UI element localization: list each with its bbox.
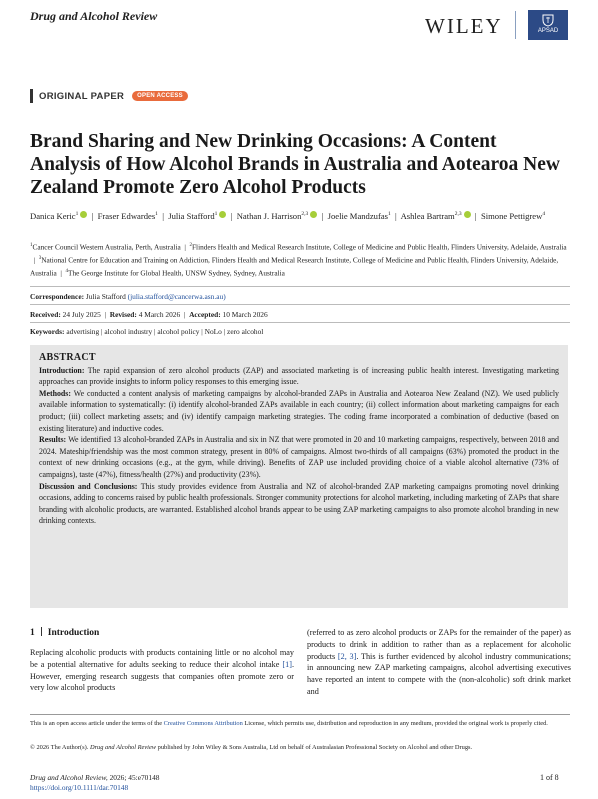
author[interactable] [328,211,391,221]
abstract-label: Discussion and Conclusions: [39,481,138,491]
author-name: Fraser Edwardes [97,210,156,221]
author-name: Nathan J. Harrison [236,210,302,221]
abstract-text: We identified 13 alcohol-branded ZAPs in Australia and six in NZ that were promoted in 20 and 10 marketing campaigns, respectively, between 2018 and 2024. Mateship/friendship was the most common strategy, present in 80% of campaigns. Almost two-thirds of all campaigns (63%) promoted the product in the context of new drinking occasions (e.g., at the gym, while driving). Benefits of ZAP use included providing choice of a viable alcohol alternative (73% of campaigns), taste (47%), fitness/health (27%) and productivity (23%). [39,435,559,479]
body-column-right [307,627,571,698]
author[interactable] [481,211,545,221]
journal-name: Drug and Alcohol Review [30,9,158,23]
body-text: . This is further evidenced by alcohol industry communications; in announcing new ZAP marketing campaigns, alcohol advertising executives have reported an intent to compete with the (non-alcoholic) soft drink market and [307,651,572,696]
received-label: Received: [30,310,61,319]
body-text: (referred to as zero alcohol products or ZAPs for the remainder of the paper) as products to drink in addition to rather than as a replacement for alcoholic products [307,628,571,661]
author[interactable] [30,211,87,221]
correspondence [30,292,226,301]
abstract-discussion [39,481,559,527]
orcid-icon[interactable] [464,211,471,218]
license-note [30,719,570,728]
author-separator: | [390,210,401,221]
abstract-heading: ABSTRACT [39,352,96,363]
copyright-text: © 2026 The Author(s). [30,744,90,751]
divider [30,286,570,287]
accepted-label: Accepted: [189,310,221,319]
affiliations [30,240,570,279]
author-separator: | [317,210,328,221]
correspondence-label: Correspondence: [30,292,85,301]
affiliation-mark: 4 [65,268,69,274]
author-affiliation-mark: 1 [75,211,79,217]
author-affiliation-mark: 2,3 [301,211,309,217]
page-number: 1 of 8 [540,773,559,782]
copyright-journal: Drug and Alcohol Review [89,744,157,751]
copyright-text: published by John Wiley & Sons Australia, Ltd on behalf of Australasian Professional Society on Alcohol and other Drugs. [156,744,473,751]
divider [30,304,570,305]
received-date: 24 July 2025 [62,310,101,319]
section-title: Introduction [47,628,100,638]
author[interactable] [237,211,318,221]
author-name: Simone Pettigrew [480,210,543,221]
affiliation-mark: 2 [189,243,192,248]
date-separator: | [102,310,108,319]
abstract-methods [39,388,559,434]
author-separator: | [87,210,98,221]
keywords-label: Keywords: [30,327,65,336]
article-type: ORIGINAL PAPER [39,90,125,102]
crest-icon [541,13,555,27]
citation-line [30,773,159,783]
affiliation-separator: | [56,268,66,278]
affiliation-text: Cancer Council Western Australia, Perth, Australia [32,242,181,252]
doi-link[interactable]: https://doi.org/10.1111/dar.70148 [30,783,129,792]
affiliation-text: Flinders Health and Medical Research Institute, College of Medicine and Public Health, Flinders University, Adelaide, Australia [192,242,567,252]
affiliation-mark: 1 [30,243,33,248]
society-logo[interactable] [528,10,568,40]
society-logo-text: APSAD [537,28,559,34]
author[interactable] [401,211,471,221]
abstract-text: This study provides evidence from Australia and NZ of alcohol-branded ZAP marketing campaigns promoting novel drinking occasions, adding to concerns raised by public health professionals. Stronger community protections for alcohol marketing, including marketing of ZAPs that share branding with alcoholic products, are warranted. Established alcohol brands appear to be using ZAP marketing campaigns to also promote alcohol branding in new drinking contexts. [39,481,559,526]
abstract-text: The rapid expansion of zero alcohol products (ZAP) and associated marketing is of increasing public health interest. Investigating marketing approaches can provide insights to inform policy responses to this emerging issue. [39,365,559,387]
author-affiliation-mark: 4 [542,211,546,217]
affiliation-separator: | [30,255,39,265]
author-affiliation-mark: 1 [387,211,391,217]
divider [30,322,570,323]
accepted-date: 10 March 2026 [222,310,268,319]
author-name: Ashlea Bartram [400,210,455,221]
publisher-logo[interactable]: WILEY [425,14,503,38]
author-separator: | [226,210,237,221]
keywords [30,327,263,336]
affiliation-text: National Centre for Education and Training on Addiction, Flinders Health and Medical Research Institute, College of Medicine and Public Health, Flinders University, Adelaide, Australia [30,255,559,278]
body-column-left [30,647,294,694]
body-text: . However, emerging research suggests that companies often promote zero or very low alcohol products [30,659,294,693]
dates [30,310,268,319]
abstract-results [39,434,559,480]
article-title: Brand Sharing and New Drinking Occasions: A Content Analysis of How Alcohol Brands in Australia and Aotearoa New Zealand Promote Zero Alcohol Products [30,131,560,198]
logo-divider [515,11,516,39]
abstract-label: Results: [39,435,67,445]
citation-link[interactable]: [1] [282,659,292,669]
keywords-text: advertising | alcohol industry | alcohol policy | NoLo | zero alcohol [66,327,264,336]
correspondence-email[interactable]: (julia.stafford@cancerwa.asn.au) [127,292,226,301]
body-text: Replacing alcoholic products with products containing little or no alcohol may be a potential alternative for adults seeking to reduce their alcohol intake [30,648,294,669]
section-heading [30,627,99,638]
author[interactable] [168,211,226,221]
citation-volume: 2026; 45:e70148 [107,773,160,782]
section-bar [41,627,42,636]
author-name: Danica Keric [30,210,76,221]
author-name: Julia Stafford [168,210,215,221]
article-type-bar [30,89,33,103]
author-affiliation-mark: 1 [155,211,158,217]
license-text: This is an open access article under the terms of the [30,720,164,727]
abstract-label: Introduction: [39,365,85,375]
citation-link[interactable]: [2, 3] [337,651,357,661]
citation-journal: Drug and Alcohol Review, [30,773,108,782]
license-text: License, which permits use, distribution and reproduction in any medium, provided the original work is properly cited. [242,720,548,727]
author[interactable] [98,211,158,221]
author-affiliation-mark: 2,3 [454,211,462,217]
author-name: Joelie Mandzufas [327,210,388,221]
abstract-content [39,352,559,527]
abstract-introduction [39,365,559,388]
citation-footer [30,773,159,793]
section-number: 1 [30,628,35,638]
article-type-row [30,89,188,103]
revised-label: Revised: [109,310,137,319]
author-list [30,208,570,222]
affiliation-mark: 3 [38,255,42,261]
license-link[interactable]: Creative Commons Attribution [163,720,243,727]
abstract-label: Methods: [39,388,71,398]
affiliation-separator: | [180,242,190,252]
affiliation-text: The George Institute for Global Health, UNSW Sydney, Sydney, Australia [68,268,285,278]
copyright-note [30,743,570,752]
footnote-divider [30,714,570,715]
author-affiliation-mark: 1 [214,211,218,217]
author-separator: | [157,210,169,221]
date-separator: | [182,310,188,319]
abstract-text: We conducted a content analysis of marketing campaigns by alcohol-branded ZAPs in Australia and Aotearoa New Zealand (NZ). We used publicly available information to systematically: (i) identify alcohol-branded ZAPs available in each country; (ii) collect information about marketing campaigns for each product; (iii) collect marketing assets; and (iv) identify campaign marketing strategies. The coding frame incorporated a combination of deductive (based on existing literature) and inductive codes. [39,388,559,433]
author-separator: | [470,210,481,221]
revised-date: 4 March 2026 [138,310,181,319]
open-access-badge: OPEN ACCESS [132,91,188,101]
correspondence-name: Julia Stafford [85,292,126,301]
abstract-box [30,345,568,608]
